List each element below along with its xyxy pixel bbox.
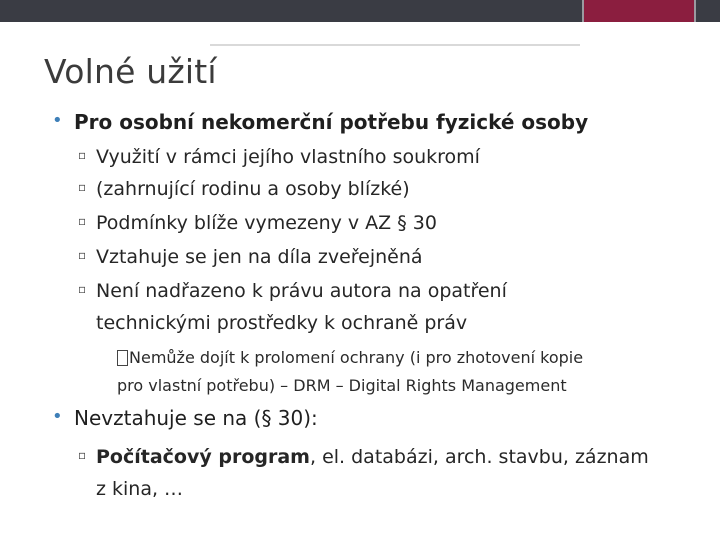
bullet-dot-icon: •	[52, 406, 63, 427]
subitem	[78, 280, 507, 302]
slide-title: Volné užití	[44, 52, 217, 91]
subitem	[78, 446, 649, 468]
note-text: Nemůže dojít k prolomení ochrany (i pro zhotovení kopie	[129, 348, 584, 367]
subitem	[78, 178, 410, 200]
square-bullet-icon: ▫	[78, 248, 87, 262]
subitem-bold-text: Počítačový program	[96, 446, 310, 468]
square-bullet-icon: ▫	[78, 214, 87, 228]
bullet-item-1	[52, 110, 589, 134]
subitem-text: Není nadřazeno k právu autora na opatření	[96, 280, 507, 302]
bullet-dot-icon: •	[52, 110, 63, 131]
square-bullet-icon: ▫	[78, 448, 87, 462]
subitem	[78, 246, 423, 268]
subitem-text: technickými prostředky k ochraně práv	[96, 312, 468, 334]
subitem-continuation	[96, 478, 183, 500]
square-bullet-icon: ▫	[78, 282, 87, 296]
subitem-text: Vztahuje se jen na díla zveřejněná	[96, 246, 423, 268]
square-bullet-icon: ▫	[78, 180, 87, 194]
subitem-text: Podmínky blíže vymezeny v AZ § 30	[96, 212, 437, 234]
bullet-text: Nevztahuje se na (§ 30):	[74, 406, 318, 430]
missing-glyph-icon	[117, 350, 128, 366]
subitem-continuation	[96, 312, 467, 334]
subitem	[78, 212, 437, 234]
square-bullet-icon: ▫	[78, 148, 87, 162]
subitem-text: z kina, …	[96, 478, 184, 500]
subitem-text: Využití v rámci jejího vlastního soukromí	[96, 146, 480, 168]
subitem-text: , el. databázi, arch. stavbu, záznam	[309, 446, 649, 468]
subitem	[78, 146, 480, 168]
note-text: pro vlastní potřebu) – DRM – Digital Rights Management	[117, 376, 567, 395]
note-line	[117, 348, 583, 367]
note-line	[117, 376, 567, 395]
bullet-text: Pro osobní nekomerční potřebu fyzické osoby	[74, 110, 589, 134]
bullet-item-2	[52, 406, 318, 430]
subitem-text: (zahrnující rodinu a osoby blízké)	[96, 178, 410, 200]
